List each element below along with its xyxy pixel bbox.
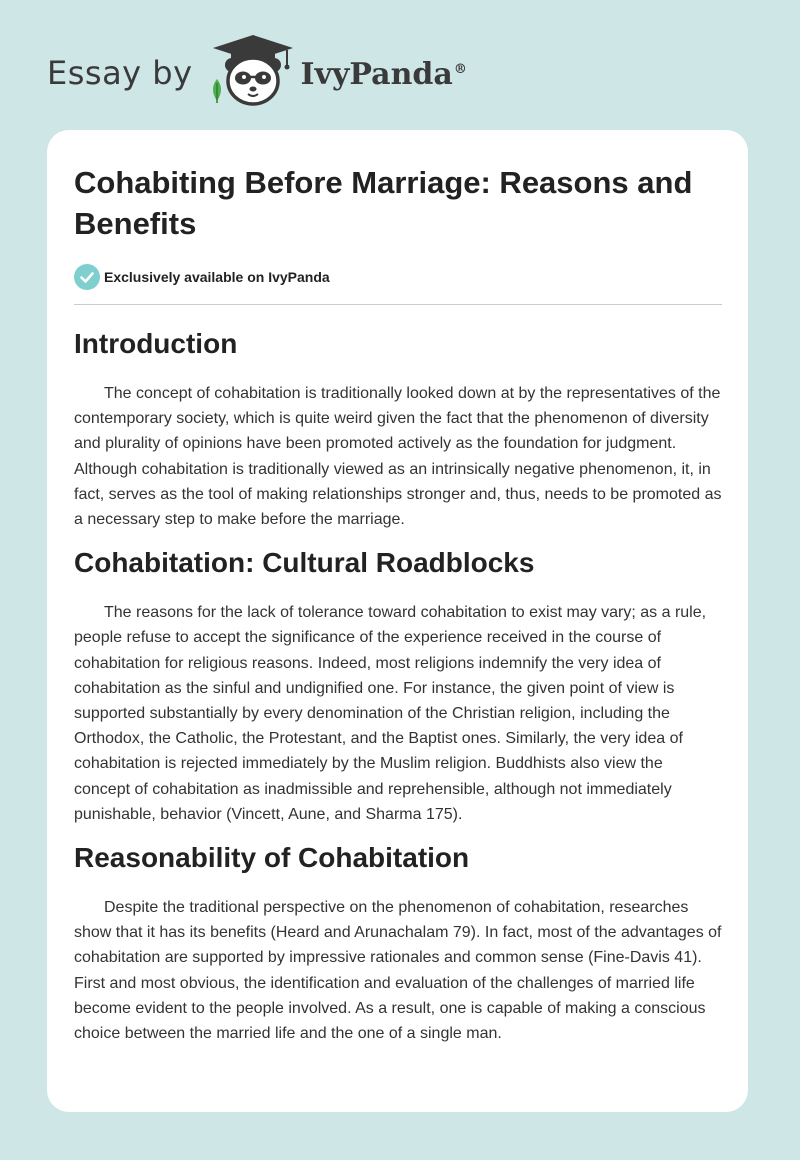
section-heading: Cohabitation: Cultural Roadblocks — [74, 547, 535, 579]
article-title: Cohabiting Before Marriage: Reasons and Benefits — [74, 165, 693, 241]
section-heading: Introduction — [74, 328, 238, 359]
title-divider — [74, 304, 722, 305]
section-paragraph: The reasons for the lack of tolerance toward cohabitation to exist may vary; as a rule, people refuse to accept the significance of the experience received in the course of cohabitation for religious reasons. Indeed, most religions indemnify the very idea of cohabitation as the sinful and undignified one. For instance, the given point of view is supported substantially by every denomination of the Christian religion, including the Orthodox, the Catholic, the Protestant, and the Baptist ones. Similarly, the very idea of cohabitation is rejected immediately by the Muslim religion. Buddhists also view the concept of cohabitation as inadmissible and reprehensible, although not immediately punishable, behavior (Vincett, Aune, and Sharma 175). — [74, 604, 707, 823]
exclusive-badge-text: Exclusively available on IvyPanda — [104, 269, 330, 285]
section-reasonability — [74, 841, 722, 1046]
brand-prefix: Essay by — [47, 54, 193, 92]
checkmark-circle-icon — [74, 264, 100, 290]
section-cultural-roadblocks — [74, 546, 722, 827]
article-card — [47, 130, 748, 1112]
exclusive-badge — [74, 264, 722, 290]
section-heading: Reasonability of Cohabitation — [74, 842, 470, 874]
trademark-symbol: ® — [453, 61, 467, 77]
section-paragraph: Despite the traditional perspective on the phenomenon of cohabitation, researches show that it has its benefits (Heard and Arunachalam 79). In fact, most of the advantages of cohabitation are supported by impressive rationales and common sense (Fine-Davis 41). First and most obvious, the identification and evaluation of the challenges of married life become evident to the people involved. As a result, one is capable of making a conscious choice between the married life and the one of a single man. — [74, 899, 722, 1043]
section-introduction — [74, 327, 722, 532]
brand-name: IvyPanda® — [300, 56, 467, 92]
panda-graduate-icon — [207, 31, 299, 109]
site-brand[interactable] — [47, 30, 467, 110]
section-paragraph: The concept of cohabitation is traditionally looked down at by the representatives of the contemporary society, which is quite weird given the fact that the phenomenon of diversity and plurality of opinions have been promoted actively as the foundation for judgment. Although cohabitation is traditionally viewed as an intrinsically negative phenomenon, it, in fact, serves as the tool of making relationships stronger and, thus, needs to be promoted as a necessary step to make before the marriage. — [74, 385, 722, 529]
